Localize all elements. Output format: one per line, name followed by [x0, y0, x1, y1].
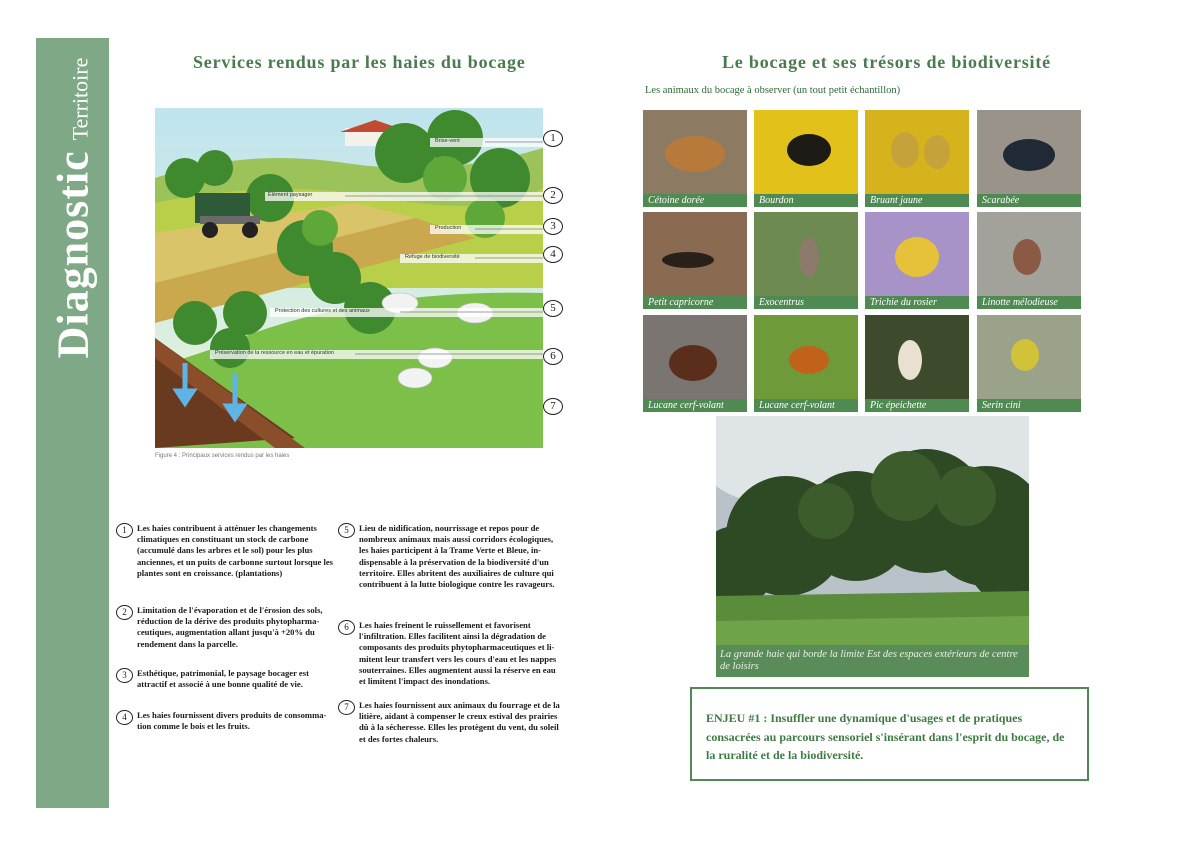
side-title	[36, 38, 109, 378]
figure-label-4: Refuge de biodiversité	[405, 254, 460, 260]
animal-caption: Bruant jaune	[865, 194, 969, 207]
animal-caption: Pic épeichette	[865, 399, 969, 412]
service-item-1	[116, 523, 336, 579]
animal-photo-lucane-2	[754, 315, 858, 412]
animal-photo-petit-capricorne	[643, 212, 747, 309]
service-item-7	[338, 700, 564, 745]
animal-photo-cetoine	[643, 110, 747, 207]
enjeu-box	[690, 687, 1089, 781]
figure-label-3: Production	[435, 225, 462, 231]
service-text: Les haies fournissent aux animaux du fourrage et de la litière, aidant à compenser le creux estival des prairies dû à la sécheresse. Elles les protègent du vent, du soleil et des fortes chaleurs.	[359, 700, 560, 744]
figure-label-5: Protection des cultures et des animaux	[275, 308, 370, 314]
marker-5: 5	[543, 300, 563, 317]
animal-photo-pic-epeichette	[865, 315, 969, 412]
service-item-5	[338, 523, 564, 590]
animal-photo-scarabee	[977, 110, 1081, 207]
service-number: 3	[116, 668, 133, 683]
animal-photo-exocentrus	[754, 212, 858, 309]
animal-caption: Scarabée	[977, 194, 1081, 207]
animal-caption: Lucane cerf-volant	[643, 399, 747, 412]
animal-caption: Petit capricorne	[643, 296, 747, 309]
animal-caption: Bourdon	[754, 194, 858, 207]
marker-2: 2	[543, 187, 563, 204]
service-text: Limitation de l'évaporation et de l'érosion des sols, réduction de la dérive des produits phytopharma-ceutiques, augmentation allant jusqu'à +20% du rendement dans la parcelle.	[137, 605, 323, 649]
enjeu-text: ENJEU #1 : Insuffler une dynamique d'usages et de pratiques consacrées au parcours sensoriel s'insérant dans l'esprit du bocage, de la ruralité et de la biodiversité.	[706, 711, 1065, 762]
animal-caption: Linotte mélodieuse	[977, 296, 1081, 309]
figure-caption: Figure 4 : Principaux services rendus par les haies	[155, 453, 290, 459]
animal-caption: Lucane cerf-volant	[754, 399, 858, 412]
animal-photo-trichie-du-rosier	[865, 212, 969, 309]
animal-caption: Cétoine dorée	[643, 194, 747, 207]
service-number: 6	[338, 620, 355, 635]
hedge-photo-caption: La grande haie qui borde la limite Est des espaces extérieurs de centre de loisirs	[716, 645, 1029, 677]
animal-caption: Serin cini	[977, 399, 1081, 412]
animal-photo-linotte-melodieuse	[977, 212, 1081, 309]
service-text: Esthétique, patrimonial, le paysage bocager est attractif et associé à une bonne qualité de vie.	[137, 668, 309, 690]
service-item-4	[116, 710, 336, 732]
right-title: Le bocage et ses trésors de biodiversité	[722, 52, 1051, 72]
marker-1: 1	[543, 130, 563, 147]
service-number: 1	[116, 523, 133, 538]
animal-photo-bourdon	[754, 110, 858, 207]
service-item-6	[338, 620, 564, 687]
service-text: Les haies contribuent à atténuer les changements climatiques en constituant un stock de carbone (accumulé dans les arbres et le sol) pour les plus anciennes, et un puits de carbonne surtout lorsque les plantes sont en croissance. (plantations)	[137, 523, 334, 578]
service-number: 2	[116, 605, 133, 620]
marker-4: 4	[543, 246, 563, 263]
service-number: 5	[338, 523, 355, 538]
sidebar-title: Diagnostic	[48, 150, 97, 359]
service-text: Les haies fournissent divers produits de consomma-tion comme le bois et les fruits.	[137, 710, 327, 732]
marker-7: 7	[543, 398, 563, 415]
animal-caption: Trichie du rosier	[865, 296, 969, 309]
marker-6: 6	[543, 348, 563, 365]
animal-photo-serin-cini	[977, 315, 1081, 412]
service-item-2	[116, 605, 336, 650]
figure-label-1: Brise-vent	[435, 138, 460, 144]
service-number: 4	[116, 710, 133, 725]
figure-label-6: Préservation de la ressource en eau et épuration	[215, 350, 334, 356]
figure-label-2: Élément paysager	[268, 192, 313, 198]
service-item-3	[116, 668, 336, 690]
left-title: Services rendus par les haies du bocage	[193, 52, 526, 72]
hedge-photo	[716, 416, 1029, 677]
service-number: 7	[338, 700, 355, 715]
sidebar-subtitle: Territoire	[67, 57, 92, 141]
service-text: Lieu de nidification, nourrissage et repos pour de nombreux animaux mais aussi corridors écologiques, les haies participent à la Trame Verte et Bleue, in-dispensable à la préservation de la biodiversité d'un territoire. Elles abritent des auxiliaires de culture qui contribuent à la lutte biologique contre les ravageurs.	[359, 523, 555, 590]
hedge-services-illustration	[155, 108, 543, 448]
animal-photo-bruant-jaune	[865, 110, 969, 207]
animals-subtitle: Les animaux du bocage à observer (un tout petit échantillon)	[645, 85, 901, 96]
animal-photo-lucane-1	[643, 315, 747, 412]
animal-caption: Exocentrus	[754, 296, 858, 309]
service-text: Les haies freinent le ruissellement et favorisent l'infiltration. Elles facilitent ainsi la dégradation de composants des produits phytopharmaceutiques et li-mitent leur transfert vers les cours d'eau et les nappes souterraines. Elles augmentent aussi la réserve en eau et limitent l'impact des inondations.	[359, 620, 557, 687]
marker-3: 3	[543, 218, 563, 235]
